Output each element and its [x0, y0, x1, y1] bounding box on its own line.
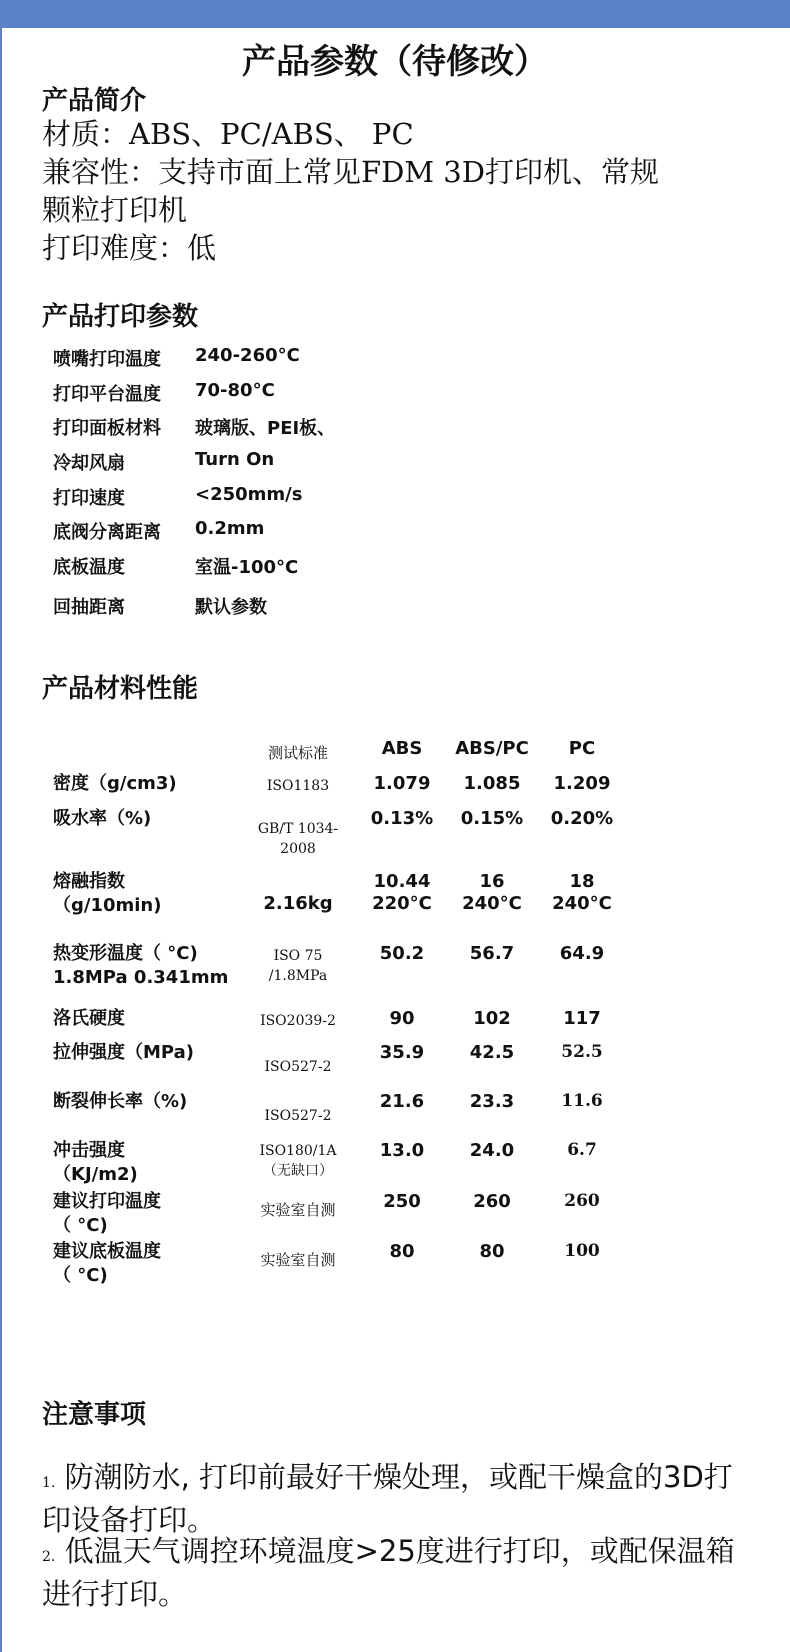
test-standard: 实验室自测	[260, 1251, 336, 1269]
left-border	[0, 28, 2, 1652]
value-cell: 0.13%	[370, 808, 434, 829]
value-cell: 56.7	[469, 943, 515, 964]
value-cell-cont: 240°C	[552, 893, 612, 914]
value-cell: 80	[389, 1241, 415, 1262]
test-standard: ISO 75	[273, 948, 323, 964]
param-label: 打印平台温度	[53, 384, 161, 405]
test-standard-cont: 2008	[280, 841, 316, 857]
note-text: 低温天气调控环境温度>25度进行打印，或配保温箱进行打印。	[42, 1534, 735, 1611]
param-value: 240-260°C	[195, 345, 300, 366]
intro-material: 材质：ABS、PC/ABS、 PC	[42, 117, 414, 151]
test-standard: ISO180/1A	[259, 1143, 337, 1159]
property-label: 洛氏硬度	[53, 1008, 125, 1029]
property-label-cont: （ °C)	[53, 1215, 108, 1236]
param-label: 冷却风扇	[53, 453, 125, 474]
property-label: 建议打印温度	[53, 1191, 161, 1212]
value-cell: 100	[564, 1241, 600, 1261]
param-value: 70-80°C	[195, 380, 275, 401]
value-cell: 21.6	[379, 1091, 425, 1112]
value-cell: 260	[564, 1191, 600, 1211]
value-cell-cont: 220°C	[372, 893, 432, 914]
value-cell: 35.9	[379, 1042, 425, 1063]
param-value: 默认参数	[195, 597, 267, 618]
performance-heading: 产品材料性能	[42, 674, 199, 704]
property-label: 建议底板温度	[53, 1241, 161, 1262]
note-number: 1.	[42, 1475, 56, 1491]
value-cell: 102	[473, 1008, 511, 1029]
property-label: 熔融指数	[53, 871, 125, 892]
note-item	[42, 1533, 752, 1613]
test-standard: ISO1183	[266, 778, 330, 794]
top-banner	[0, 0, 790, 28]
test-standard: ISO527-2	[264, 1108, 332, 1124]
value-cell: 64.9	[559, 943, 605, 964]
value-cell: 117	[563, 1008, 601, 1029]
page-title: 产品参数（待修改）	[242, 42, 548, 82]
value-cell: 1.209	[553, 773, 611, 794]
intro-difficulty: 打印难度：低	[42, 231, 217, 265]
value-cell: 90	[389, 1008, 415, 1029]
value-cell: 260	[473, 1191, 511, 1212]
property-label: 冲击强度	[53, 1140, 125, 1161]
intro-heading: 产品简介	[42, 86, 147, 116]
property-label: 密度（g/cm3)	[53, 773, 177, 794]
value-cell: 11.6	[561, 1091, 603, 1111]
param-label: 打印速度	[53, 488, 125, 509]
value-cell: 1.085	[463, 773, 521, 794]
property-label: 断裂伸长率（%)	[53, 1091, 188, 1112]
value-cell: 18	[569, 871, 595, 892]
value-cell: 42.5	[469, 1042, 515, 1063]
header-abs-pc: ABS/PC	[455, 738, 529, 759]
value-cell: 250	[383, 1191, 421, 1212]
property-label: 拉伸强度（MPa)	[53, 1042, 194, 1063]
notes-heading: 注意事项	[42, 1400, 147, 1430]
value-cell: 6.7	[567, 1140, 597, 1160]
test-standard-cont: /1.8MPa	[268, 968, 328, 984]
property-label-cont: 1.8MPa 0.341mm	[53, 967, 229, 988]
param-label: 打印面板材料	[53, 418, 161, 439]
param-label: 底板温度	[53, 557, 125, 578]
print-params-heading: 产品打印参数	[42, 302, 199, 332]
property-label-cont: （ °C)	[53, 1265, 108, 1286]
test-standard: 2.16kg	[263, 893, 333, 914]
param-value: 0.2mm	[195, 518, 265, 539]
param-value: 室温-100°C	[195, 557, 299, 578]
value-cell: 52.5	[561, 1042, 603, 1062]
header-pc: PC	[568, 738, 596, 759]
property-label: 吸水率（%)	[53, 808, 152, 829]
param-value: 玻璃版、PEI板、	[195, 418, 336, 439]
header-standard: 测试标准	[267, 744, 328, 762]
value-cell: 0.20%	[550, 808, 614, 829]
value-cell: 80	[479, 1241, 505, 1262]
test-standard: GB/T 1034-	[257, 821, 339, 837]
test-standard-cont: （无缺口）	[263, 1163, 333, 1179]
property-label: 热变形温度（ °C)	[53, 943, 198, 964]
value-cell: 23.3	[469, 1091, 515, 1112]
param-label: 回抽距离	[53, 597, 125, 618]
value-cell: 1.079	[373, 773, 431, 794]
test-standard: ISO2039-2	[260, 1013, 336, 1029]
param-label: 喷嘴打印温度	[53, 349, 161, 370]
property-label-cont: （KJ/m2)	[53, 1164, 138, 1185]
intro-compatibility: 兼容性：支持市面上常见FDM 3D打印机、常规	[42, 155, 659, 189]
param-label: 底阀分离距离	[53, 522, 161, 543]
value-cell: 50.2	[379, 943, 425, 964]
property-label-cont: （g/10min)	[53, 895, 162, 916]
header-abs: ABS	[381, 738, 423, 759]
note-text: 防潮防水, 打印前最好干燥处理，或配干燥盒的3D打印设备打印。	[42, 1460, 733, 1537]
test-standard: ISO527-2	[264, 1059, 332, 1075]
value-cell-cont: 240°C	[462, 893, 522, 914]
note-number: 2.	[42, 1549, 56, 1565]
param-value: Turn On	[195, 449, 275, 470]
value-cell: 13.0	[379, 1140, 425, 1161]
value-cell: 24.0	[469, 1140, 515, 1161]
value-cell: 0.15%	[460, 808, 524, 829]
note-item	[42, 1459, 752, 1539]
test-standard: 实验室自测	[260, 1201, 336, 1219]
param-value: <250mm/s	[195, 484, 303, 505]
intro-compatibility-cont: 颗粒打印机	[42, 193, 188, 227]
value-cell: 16	[479, 871, 505, 892]
value-cell: 10.44	[373, 871, 431, 892]
